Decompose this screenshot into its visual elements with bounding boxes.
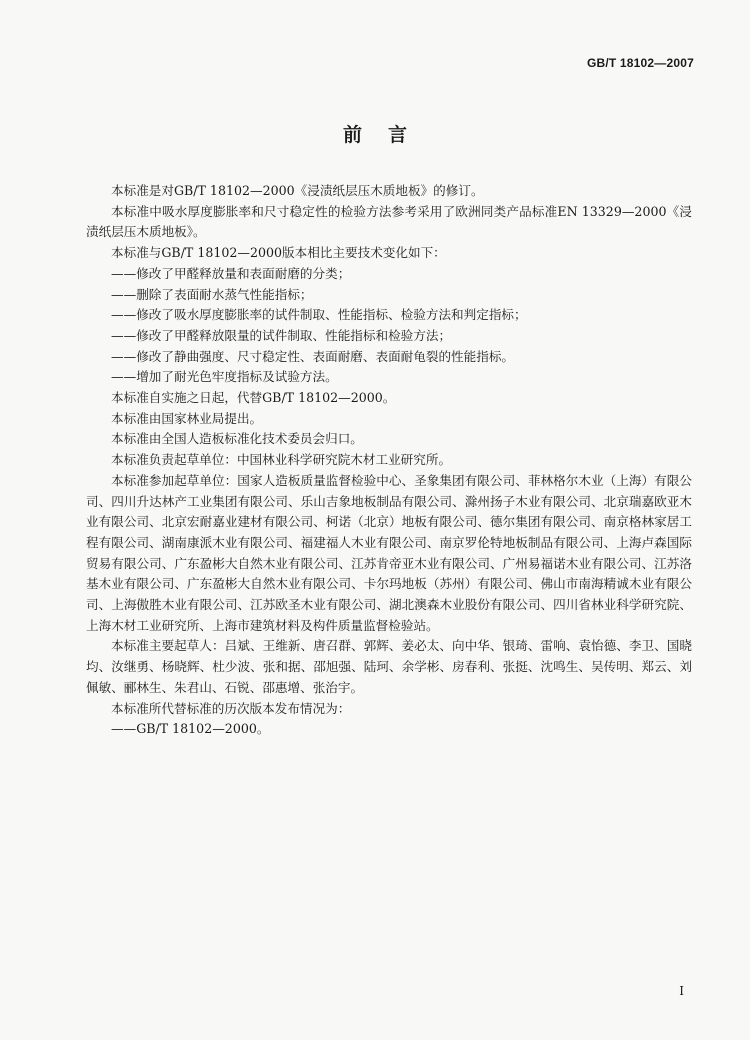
change-item: ——修改了甲醛释放限量的试件制取、性能指标和检验方法； [111,327,452,343]
paragraph-lead-drafter: 本标准负责起草单位：中国林业科学研究院木材工业研究所。 [111,452,452,468]
paragraph-participating-drafters: 本标准参加起草单位：国家人造板质量监督检验中心、圣象集团有限公司、菲林格尔木业（上海）有限公司、四川升达林产工业集团有限公司、乐山吉象地板制品有限公司、滁州扬子木业有限公司、北京瑞嘉欧亚木业有限公司、北京宏耐嘉业建材有限公司、柯诺（北京）地板有限公司、德尔集团有限公司、南京格林家居工程有限公司、湖南康派木业有限公司、福建福人木业有限公司、南京罗伦特地板制品有限公司、上海卢森国际贸易有限公司、广东盈彬大自然木业有限公司、江苏肯帝亚木业有限公司、广州易福诺木业有限公司、江苏洛基木业有限公司、广东盈彬大自然木业有限公司、卡尔玛地板（苏州）有限公司、佛山市南海精诚木业有限公司、上海傲胜木业有限公司、江苏欧圣木业有限公司、湖北澳森木业股份有限公司、四川省林业科学研究院、上海木材工业研究所、上海市建筑材料及构件质量监督检验站。 [86,472,692,633]
change-item: ——修改了吸水厚度膨胀率的试件制取、性能指标、检验方法和判定指标； [111,307,527,323]
page-title: 前言 [342,124,433,146]
change-item: ——修改了静曲强度、尺寸稳定性、表面耐磨、表面耐龟裂的性能指标。 [111,348,514,364]
paragraph-main-drafters: 本标准主要起草人：吕斌、王维新、唐召群、郭辉、姜必太、向中华、银琦、雷响、袁怡德、李卫、国晓均、汝继勇、杨晓辉、杜少波、张和据、邵旭强、陆珂、余学彬、房春利、张挺、沈鸣生、吴传明、郑云、刘佩敏、郦林生、朱君山、石锐、邵惠增、张治宇。 [86,638,692,695]
paragraph-proposer: 本标准由国家林业局提出。 [111,410,263,426]
paragraph-changes-intro: 本标准与GB/T 18102—2000版本相比主要技术变化如下： [111,245,446,261]
standard-code: GB/T 18102—2007 [586,56,694,70]
paragraph-history-intro: 本标准所代替标准的历次版本发布情况为： [111,700,351,716]
change-item: ——删除了表面耐水蒸气性能指标； [111,286,313,302]
page-number: I [679,984,684,998]
document-body [86,181,692,740]
history-item: ——GB/T 18102—2000。 [111,721,270,737]
paragraph-reference: 本标准中吸水厚度膨胀率和尺寸稳定性的检验方法参考采用了欧洲同类产品标准EN 13329—2000《浸渍纸层压木质地板》。 [86,203,692,240]
change-item: ——修改了甲醛释放量和表面耐磨的分类； [111,265,351,281]
paragraph-committee: 本标准由全国人造板标准化技术委员会归口。 [111,431,363,447]
paragraph-supersedes: 本标准自实施之日起，代替GB/T 18102—2000。 [111,390,396,406]
paragraph-revision: 本标准是对GB/T 18102—2000《浸渍纸层压木质地板》的修订。 [111,183,484,198]
change-item: ——增加了耐光色牢度指标及试验方法。 [111,369,338,385]
